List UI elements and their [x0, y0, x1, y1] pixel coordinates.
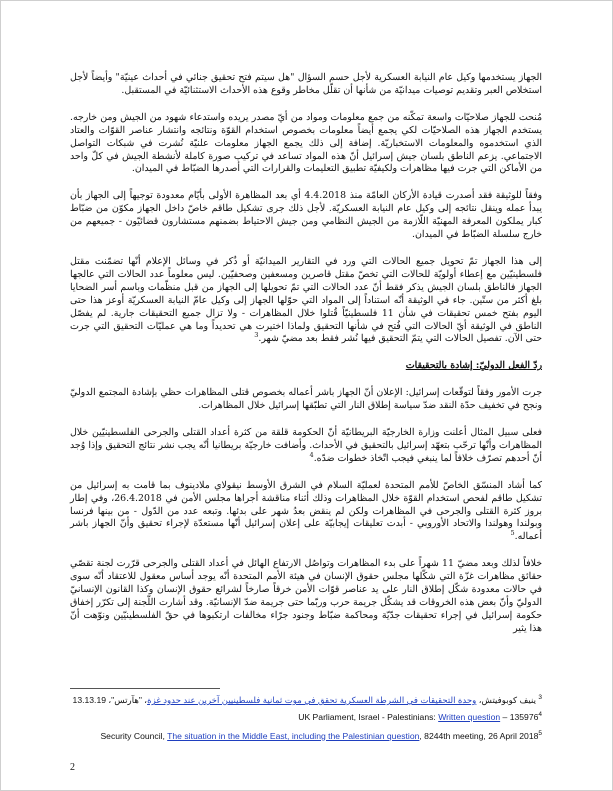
- paragraph-6: [70, 427, 542, 466]
- footnote-5-suffix: , 8244th meeting, 26 April 2018: [419, 730, 539, 741]
- paragraph-2: [70, 112, 542, 177]
- paragraph-3: [70, 190, 542, 242]
- footnote-3-link[interactable]: وحدة التحقيقات في الشرطة العسكرية تحقق في موت ثمانية فلسطينيين آخرين عند حدود غزة: [147, 694, 477, 705]
- footnote-4-suffix: – 135976: [500, 711, 539, 722]
- footnote-3-prefix: ينيف كوبوفيتش،: [476, 694, 536, 705]
- footnote-4-link[interactable]: Written question: [438, 711, 501, 722]
- footnote-5-number: 5: [538, 729, 542, 737]
- footnote-3-number: 3: [538, 694, 542, 701]
- paragraph-1: [70, 72, 542, 98]
- footnote-4-number: 4: [538, 710, 542, 718]
- footnote-5: [70, 730, 542, 741]
- paragraph-1-text: الجهاز يستخدمها وكيل عام النيابة العسكرية لأجل حسم السؤال "هل سيتم فتح تحقيق جنائي في أحداث عينيّة" وأيضاً لأجل استخلاص العبر وتقديم توصيات ميدانيّة من شأنها أن تقلّل مخاطر وقوع هذه الأحداث الاستثنائيّة في المستقبل.: [70, 72, 542, 96]
- footnote-ref-4[interactable]: 4: [309, 450, 314, 459]
- paragraph-5-text: جرت الأمور وفقاً لتوقّعات إسرائيل: الإعلان أنّ الجهاز باشر أعماله بخصوص قتلى المظاهرات حظي بإشادة المجتمع الدوليّ ونجح في تخفيف حدّة النقد ضدّ سياسة إطلاق النار التي تطبّقها إسرائيل خلال المظاهرات.: [70, 387, 542, 412]
- footnote-5-prefix: Security Council,: [100, 730, 168, 741]
- footnotes: [70, 694, 542, 749]
- document-body: [70, 72, 542, 650]
- paragraph-7-text: كما أشاد المنسّق الخاصّ للأمم المتحدة لعمليّة السلام في الشرق الأوسط نيقولاي ملادينوف بما قامت به إسرائيل من تشكيل طاقم لفحص استخدام القوّة خلال المظاهرات وذلك أثناء مناقشة أجراها مجلس الأمن في 26.4.2018، وفي إطار بروز كثرة القتلى والجرحى في المظاهرات ولكن لم ينقض بعدُ شهر على بدئها. وتبعه عدد من الدّول - من بينها فرنسا وبولندا وهولندا والاتحاد الأوروبي - أبدت تعليقات إيجابيّة على إعلان إسرائيل أنّها مستعدّة لإجراء تحقيق وأنّ الجهاز باشر أعماله.: [70, 479, 542, 543]
- footnote-separator: [70, 688, 220, 689]
- paragraph-7: [70, 480, 542, 545]
- paragraph-4-text: إلى هذا الجهاز تمّ تحويل جميع الحالات التي ورد في التقارير الميدانيّة أو ذُكر في وسائل الإعلام أنّها تضمّنت مقتل فلسطينيّين مع إعطاء أولويّة للحالات التي تخصّ مقتل قاصرين ومسعفين وصحفيّين. ليس معلوماً عدد الحالات التي عالجها الجهاز فالناطق بلسان الجيش يذكر فقط أنّ عدد الحالات التي تمّ تحويلها إلى الجهاز من قبل منظّمات وباسم أسر الضحايا بلغ أكثر من ستّين. جاء في الوثيقة أنّه استناداً إلى المواد التي حوّلها الجهاز إلى وكيل عامّ النيابة العسكريّة أوعز هذا حتى اليوم بفتح خمس تحقيقات في شأن 11 فلسطينيّاً قُتلوا خلال المظاهرات - ولا تزال جميع التحقيقات جارية. لم يفصّل الناطق في الوثيقة أيّ الحالات التي فُتح في شأنها التحقيق ولماذا اختيرت هي تحديداً وما هي عمليّات التحقيق التي جرت حتى الآن. تفصيل الحالات التي يتمّ التحقيق فيها نُشر فقط بعد مضيّ شهر.: [70, 255, 542, 345]
- page-number: 2: [70, 762, 75, 773]
- paragraph-5: [70, 387, 542, 413]
- footnote-ref-5[interactable]: 5: [510, 529, 515, 538]
- footnote-4-prefix: UK Parliament, Israel - Palestinians:: [298, 711, 439, 722]
- paragraph-6-text: فعلى سبيل المثال أعلنت وزارة الخارجيّة البريطانيّة أنّ الحكومة قلقة من كثرة أعداد القتلى والجرحى الفلسطينيّين خلال المظاهرات وأنّها ترحّب بتعهّد إسرائيل بالتحقيق في الأحداث. وأضافت خارجيّة بريطانيا أنّه يجب نشر نتائج التحقيق وإذا وُجد أنّ أحدهم تصرّف خلافاً لما ينبغي فيجب اتّخاذ خطوات ضدّه.: [70, 427, 542, 464]
- footnote-ref-3[interactable]: 3: [254, 331, 259, 340]
- footnote-5-link[interactable]: The situation in the Middle East, including the Palestinian question: [167, 730, 420, 741]
- footnote-4: [70, 711, 542, 722]
- paragraph-3-text: وفقاً للوثيقة فقد أصدرت قيادة الأركان العامّة منذ 4.4.2018 أي بعد المظاهرة الأولى بأيّام معدودة توجيهاً إلى الجهاز بأن يبدأ عمله وينقل نتائجه إلى وكيل عام النيابة العسكريّة. لأجل ذلك جرى تشكيل طاقم خاصّ داخل الجهاز مكوّن من ضبّاط كبار يملكون المعرفة المهنيّة اللّازمة من الجيش النظامي ومن جيش الاحتياط بضمنهم مستشارون قضائيّون - جميعهم من خارج سلسلة الضبّاط في الميدان.: [70, 190, 542, 241]
- paragraph-8: [70, 558, 542, 635]
- section-heading: ردّ الفعل الدوليّ: إشادة بالتحقيقات: [405, 360, 542, 372]
- paragraph-2-text: مُنحت للجهاز صلاحيّات واسعة تمكّنه من جمع معلومات ومواد من أيّ مصدر يريده واستدعاء شهود من الجيش ومن خارجه. يستخدم الجهاز هذه الصلاحيّات لكي يجمع أيضاً معلومات بخصوص استخدام القوّة ونتائجه وانتشار عناصر القوّات والعتاد الذي استخدموه والمعلومات الاستخباريّة. إضافة إلى ذلك يجمع الجهاز معلومات علنيّة نُشرت في شبكات التواصل الاجتماعي. يزعم الناطق بلسان جيش إسرائيل أنّ هذه المواد تساعد في تركيب صورة كاملة لأنشطة الجيش في كلّ واحد من الأماكن التي جرت فيها مظاهرات ولكيفيّة تطبيق التعليمات والقرارات التي أصدرها الضبّاط في الميدان.: [70, 111, 542, 175]
- footnote-3-suffix: ، "هآرتس"، 13.13.19: [72, 694, 148, 705]
- footnote-3: [70, 694, 542, 706]
- paragraph-8-text: خلافاً لذلك وبعد مضيّ 11 شهراً على بدء المظاهرات وتواصُل الارتفاع الهائل في أعداد القتلى والجرحى قرّرت لجنة تقصّي حقائق مظاهرات غزّة التي شكّلها مجلس حقوق الإنسان في هيئة الأمم المتحدة أنّه يوجد أساس معقول للاعتقاد أنّه سوى في حالات معدودة شكّل إطلاق النار على يد عناصر قوّات الأمن خرقاً صارخاً لشرائع حقوق الإنسان وكذا القانون الإنسانيّ الدوليّ وأنّ بعض هذه الخروقات قد يشكّل جريمة حرب وربّما حتى جريمة ضدّ الإنسانيّة. وقد أشارت اللّجنة إلى تكرّر إخفاق حكومة إسرائيل في إجراء تحقيقات جدّيّة ومحاكمة ضبّاط وجنود جرّاء مخالفات ارتكبوها في حقّ الفلسطينيّين ونوّهت أنّ هذا يثير: [70, 558, 542, 634]
- paragraph-4: [70, 256, 542, 346]
